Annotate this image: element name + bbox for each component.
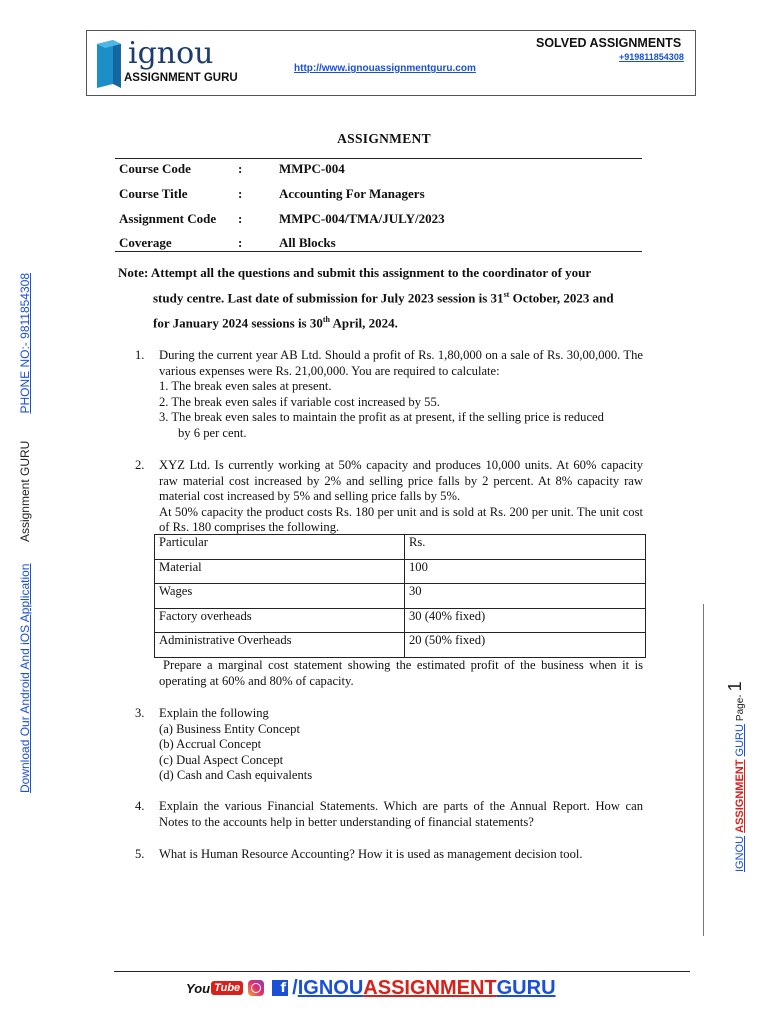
page-title: ASSIGNMENT	[337, 131, 431, 146]
question-item: (b) Accrual Concept	[159, 737, 262, 751]
note-line: Note: Attempt all the questions and submit this assignment to the coordinator of your	[118, 265, 592, 280]
question-number: 5.	[135, 847, 145, 861]
logo-wordmark: ignou	[128, 36, 214, 71]
table-header-row	[155, 535, 646, 560]
table-cell: Wages	[155, 584, 405, 609]
page-label: Page-	[735, 694, 746, 722]
table-cell: 100	[405, 559, 646, 584]
question-item: 2. The break even sales if variable cost increased by 55.	[159, 394, 440, 409]
meta-colon: :	[238, 235, 243, 250]
youtube-tube-icon[interactable]: Tube	[211, 981, 243, 995]
question-number: 4.	[135, 799, 145, 813]
meta-value: Accounting For Managers	[279, 186, 425, 201]
table-cell: 30	[405, 584, 646, 609]
table-header-cell: Particular	[155, 535, 405, 560]
question-2-instruction	[159, 658, 643, 689]
youtube-icon[interactable]: You	[186, 980, 211, 996]
side-banner-right	[724, 632, 746, 872]
question-2	[135, 458, 643, 536]
table-row	[155, 608, 646, 633]
meta-value: All Blocks	[279, 235, 336, 250]
question-number: 3.	[135, 706, 145, 720]
footer-assignment[interactable]: ASSIGNMENT	[363, 976, 497, 999]
website-link[interactable]: http://www.ignouassignmentguru.com	[294, 63, 476, 74]
question-item-cont: by 6 per cent.	[178, 425, 247, 440]
table-row	[155, 584, 646, 609]
footer-social	[186, 977, 556, 999]
note-line: for January 2024 sessions is 30th April, 2024.	[153, 315, 398, 331]
meta-colon: :	[238, 186, 243, 201]
question-text: Explain the various Financial Statements. Which are parts of the Annual Report. How can Notes to the accounts help in better understanding of financial statements?	[159, 799, 643, 829]
meta-label: Course Code	[119, 161, 191, 176]
table-cell: 20 (50% fixed)	[405, 633, 646, 658]
side-right-ignou[interactable]: IGNOU	[734, 835, 746, 872]
footer-rule	[114, 971, 690, 972]
meta-label: Assignment Code	[119, 211, 217, 226]
question-1	[135, 348, 643, 441]
right-divider	[703, 604, 704, 936]
meta-colon: :	[238, 161, 243, 176]
question-text: XYZ Ltd. Is currently working at 50% capacity and produces 10,000 units. At 60% capacity raw material cost increased by 2% and selling price falls by 2 percent. At 8% capacity raw material cost increased by 5% and selling price falls by 5%.	[159, 458, 643, 503]
question-4	[135, 799, 643, 830]
question-item: (c) Dual Aspect Concept	[159, 752, 284, 767]
instagram-icon[interactable]	[248, 980, 264, 996]
facebook-icon[interactable]: f	[272, 980, 288, 996]
question-text: Prepare a marginal cost statement showing the estimated profit of the business when it is operating at 60% and 80% of capacity.	[159, 658, 643, 688]
cost-table	[154, 534, 646, 658]
side-brand: Assignment GURU	[18, 440, 32, 543]
question-number: 1.	[135, 348, 145, 362]
meta-label: Course Title	[119, 186, 188, 201]
question-item: (d) Cash and Cash equivalents	[159, 768, 313, 782]
meta-value: MMPC-004/TMA/JULY/2023	[279, 211, 445, 226]
question-text: What is Human Resource Accounting? How it is used as management decision tool.	[159, 847, 583, 861]
meta-bottom-rule	[115, 251, 642, 252]
side-phone-link[interactable]: PHONE NO:- 9811854308	[18, 273, 32, 414]
question-text: Explain the following	[159, 706, 269, 720]
question-3	[135, 706, 643, 784]
header-title: SOLVED ASSIGNMENTS	[536, 36, 682, 50]
table-header-cell: Rs.	[405, 535, 646, 560]
logo-subtitle: ASSIGNMENT GURU	[124, 72, 238, 84]
meta-value: MMPC-004	[279, 161, 345, 176]
page-number: 1	[725, 681, 745, 692]
question-item: 1. The break even sales at present.	[159, 379, 332, 393]
meta-colon: :	[238, 211, 243, 226]
note-line: study centre. Last date of submission for July 2023 session is 31st October, 2023 and	[153, 290, 614, 306]
footer-slash: /	[292, 976, 298, 999]
table-cell: 30 (40% fixed)	[405, 608, 646, 633]
download-app-link[interactable]: Download Our Android And iOS Application	[18, 563, 32, 793]
side-banner-left	[14, 273, 36, 793]
footer-guru[interactable]: GURU	[496, 976, 556, 999]
footer-ignou[interactable]: IGNOU	[297, 976, 364, 999]
table-cell: Factory overheads	[155, 608, 405, 633]
meta-label: Coverage	[119, 235, 172, 250]
question-item: (a) Business Entity Concept	[159, 721, 300, 736]
table-cell: Material	[155, 559, 405, 584]
question-number: 2.	[135, 458, 145, 472]
submission-note	[118, 262, 643, 335]
side-right-assignment[interactable]: ASSIGNMENT	[734, 759, 746, 833]
side-right-guru[interactable]: GURU	[734, 724, 746, 757]
table-row	[155, 559, 646, 584]
question-text: During the current year AB Ltd. Should a profit of Rs. 1,80,000 on a sale of Rs. 30,00,000. The various expenses were Rs. 21,00,000. You are required to calculate:	[159, 348, 643, 378]
header-phone-link[interactable]: +919811854308	[619, 52, 684, 62]
meta-top-rule	[115, 158, 642, 159]
question-5	[135, 847, 643, 863]
question-text: At 50% capacity the product costs Rs. 180 per unit and is sold at Rs. 200 per unit. The unit cost of Rs. 180 comprises the following.	[159, 504, 643, 534]
question-item: 3. The break even sales to maintain the profit as at present, if the selling price is reduced	[159, 410, 604, 424]
table-cell: Administrative Overheads	[155, 633, 405, 658]
table-row	[155, 633, 646, 658]
